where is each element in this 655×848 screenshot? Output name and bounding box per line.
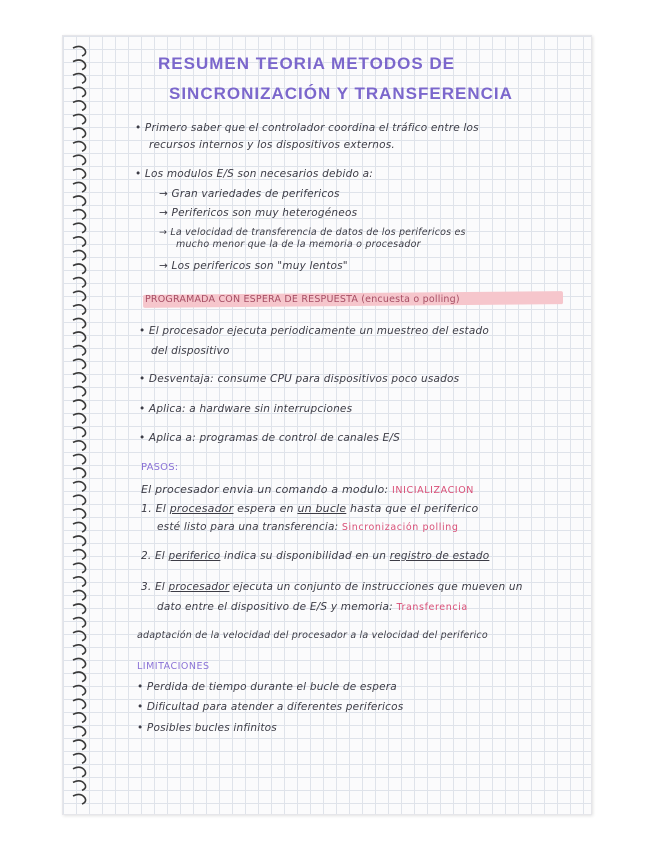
spiral-ring xyxy=(73,237,86,247)
step-1-text: 1. El xyxy=(141,502,166,515)
spiral-ring xyxy=(73,672,86,682)
spiral-ring xyxy=(73,645,86,655)
step-1-text: hasta que el periferico xyxy=(350,502,479,515)
step-3-underlined: procesador xyxy=(168,581,230,593)
spiral-binding xyxy=(69,44,91,809)
spiral-ring xyxy=(73,142,86,152)
spiral-ring xyxy=(73,604,86,614)
spiral-ring xyxy=(73,767,86,777)
spiral-ring xyxy=(73,46,86,56)
spiral-ring xyxy=(73,182,86,192)
adaptation-note: adaptación de la velocidad del procesador a la velocidad del periferico xyxy=(137,630,488,641)
spiral-ring xyxy=(73,386,86,396)
title-line-1: RESUMEN TEORIA METODOS DE xyxy=(158,54,456,73)
step-3-text: ejecuta un conjunto de instrucciones que mueven un xyxy=(232,581,523,593)
modules-item: → Los perifericos son "muy lentos" xyxy=(159,260,348,272)
spiral-ring xyxy=(73,414,86,424)
spiral-ring xyxy=(73,305,86,315)
spiral-ring xyxy=(73,101,86,111)
modules-item: → Perifericos son muy heterogéneos xyxy=(159,207,358,219)
spiral-ring xyxy=(73,196,86,206)
spiral-ring xyxy=(73,223,86,233)
spiral-ring xyxy=(73,536,86,546)
modules-item: → Gran variedades de perifericos xyxy=(159,188,340,200)
modules-item: → La velocidad de transferencia de datos de los perifericos es xyxy=(159,227,466,238)
bullet-polling-line-1: • El procesador ejecuta periodicamente un muestreo del estado xyxy=(139,325,489,337)
step-0-text: El procesador envia un comando a modulo: xyxy=(141,483,389,496)
modules-heading: • Los modulos E/S son necesarios debido a: xyxy=(135,168,374,180)
spiral-ring xyxy=(73,87,86,97)
spiral-ring xyxy=(73,740,86,750)
spiral-ring xyxy=(73,291,86,301)
spiral-ring xyxy=(73,509,86,519)
step-2-text: indica su disponibilidad en un xyxy=(223,550,387,562)
step-2-underlined: registro de estado xyxy=(389,550,490,562)
intro-line-1: • Primero saber que el controlador coordina el tráfico entre los xyxy=(135,122,479,134)
section-heading: PROGRAMADA CON ESPERA DE RESPUESTA (encuesta o polling) xyxy=(145,294,460,305)
spiral-ring xyxy=(73,114,86,124)
spiral-ring xyxy=(73,495,86,505)
spiral-ring xyxy=(73,359,86,369)
spiral-ring xyxy=(73,794,86,804)
spiral-ring xyxy=(73,210,86,220)
spiral-ring xyxy=(73,427,86,437)
notebook-page xyxy=(62,35,592,815)
spiral-ring xyxy=(73,332,86,342)
spiral-ring xyxy=(73,699,86,709)
step-2-text: 2. El xyxy=(141,550,165,562)
step-3-cont xyxy=(157,601,468,613)
spiral-ring xyxy=(73,713,86,723)
step-3-text: dato entre el dispositivo de E/S y memoria: xyxy=(157,601,393,613)
step-2 xyxy=(141,550,489,562)
spiral-ring xyxy=(73,400,86,410)
spiral-ring xyxy=(73,74,86,84)
step-3-label: Transferencia xyxy=(396,602,468,613)
spiral-ring xyxy=(73,631,86,641)
step-1-cont xyxy=(157,521,459,533)
bullet-disadvantage: • Desventaja: consume CPU para dispositivos poco usados xyxy=(139,373,460,385)
step-1-underlined: un bucle xyxy=(297,502,347,515)
spiral-ring xyxy=(73,577,86,587)
limitation-item: • Dificultad para atender a diferentes perifericos xyxy=(137,701,404,713)
spiral-ring xyxy=(73,441,86,451)
step-0-label: INICIALIZACION xyxy=(392,485,474,496)
step-3 xyxy=(141,581,523,593)
title-line-2: SINCRONIZACIÓN Y TRANSFERENCIA xyxy=(169,84,513,103)
spiral-ring xyxy=(73,686,86,696)
limitation-item: • Perdida de tiempo durante el bucle de espera xyxy=(137,681,397,693)
step-2-underlined: periferico xyxy=(168,550,221,562)
spiral-ring xyxy=(73,590,86,600)
step-3-text: 3. El xyxy=(141,581,165,593)
spiral-ring xyxy=(73,618,86,628)
spiral-ring xyxy=(73,60,86,70)
step-1 xyxy=(141,502,478,515)
spiral-ring xyxy=(73,278,86,288)
spiral-ring xyxy=(73,522,86,532)
limitation-item: • Posibles bucles infinitos xyxy=(137,722,277,734)
step-1-underlined: procesador xyxy=(169,502,234,515)
spiral-ring xyxy=(73,754,86,764)
spiral-ring xyxy=(73,454,86,464)
spiral-ring xyxy=(73,169,86,179)
spiral-ring xyxy=(73,128,86,138)
bullet-applies-programs: • Aplica a: programas de control de canales E/S xyxy=(139,432,400,444)
bullet-applies-hardware: • Aplica: a hardware sin interrupciones xyxy=(139,403,353,415)
intro-line-2: recursos internos y los dispositivos externos. xyxy=(149,139,395,151)
spiral-ring xyxy=(73,373,86,383)
limitaciones-heading: LIMITACIONES xyxy=(137,661,210,672)
modules-item: mucho menor que la de la memoria o procesador xyxy=(176,239,421,250)
step-0 xyxy=(141,483,474,496)
spiral-ring xyxy=(73,468,86,478)
spiral-ring xyxy=(73,250,86,260)
spiral-ring xyxy=(73,264,86,274)
bullet-polling-line-2: del dispositivo xyxy=(151,345,230,357)
pasos-heading: PASOS: xyxy=(141,462,179,473)
spiral-ring xyxy=(73,658,86,668)
spiral-ring xyxy=(73,563,86,573)
spiral-ring xyxy=(73,318,86,328)
step-1-label: Sincronización polling xyxy=(341,522,459,533)
step-1-text: esté listo para una transferencia: xyxy=(157,521,339,533)
spiral-ring xyxy=(73,550,86,560)
spiral-ring xyxy=(73,155,86,165)
spiral-ring xyxy=(73,781,86,791)
step-1-text: espera en xyxy=(237,502,294,515)
spiral-ring xyxy=(73,346,86,356)
spiral-ring xyxy=(73,726,86,736)
spiral-ring xyxy=(73,482,86,492)
